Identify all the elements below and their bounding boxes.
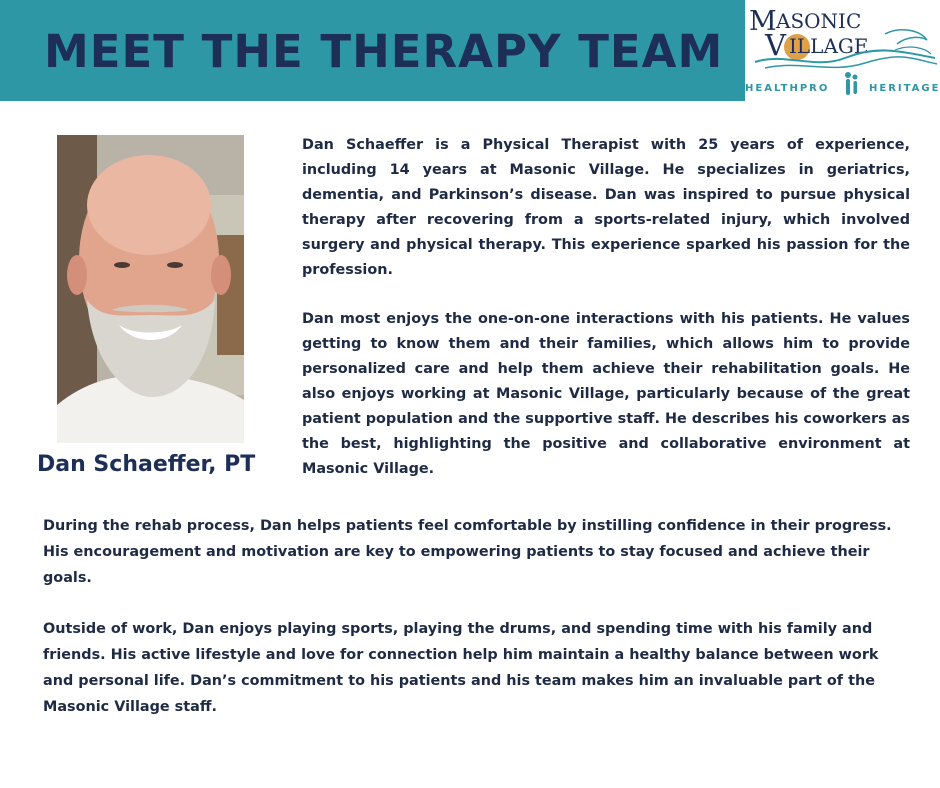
svg-text:V: V [765, 28, 786, 62]
bio-paragraph: Dan most enjoys the one-on-one interactions with his patients. He values getting to know them and their families, which allows him to provide personalized care and help them achieve their rehabilitation goals. He also enjoys working at Masonic Village, particularly because of the great patient population and the supportive staff. He describes his coworkers as the best, highlighting the positive and collaborative environment at Masonic Village. [302, 311, 910, 477]
logo-heritage: HERITAGE [869, 83, 940, 94]
masonic-village-logo [745, 0, 940, 101]
svg-text:M: M [749, 6, 777, 37]
svg-text:ILLAGE: ILLAGE [789, 34, 869, 58]
people-icon [845, 72, 858, 95]
svg-text:ASONIC: ASONIC [776, 9, 862, 33]
person-name: Dan Schaeffer, PT [37, 452, 256, 477]
bio-paragraph: During the rehab process, Dan helps patients feel comfortable by instilling confidence in their progress. His encouragement and motivation are key to empowering patients to stay focused and achieve their goals. [43, 518, 892, 586]
header-banner [0, 0, 745, 101]
bio-full-width [43, 514, 908, 747]
bio-paragraph: Dan Schaeffer is a Physical Therapist with 25 years of experience, including 14 years at Masonic Village. He specializes in geriatrics, dementia, and Parkinson’s disease. Dan was inspired to pursue physical therapy after recovering from a sports-related injury, which involved surgery and physical therapy. This experience sparked his passion for the profession. [302, 137, 910, 278]
logo-healthpro: HEALTHPRO [745, 83, 830, 94]
bio-right-column [302, 133, 910, 507]
bio-paragraph: Outside of work, Dan enjoys playing sports, playing the drums, and spending time with his family and friends. His active lifestyle and love for connection help him maintain a healthy balance between work and personal life. Dan’s commitment to his patients and his team makes him an invaluable part of the Masonic Village staff. [43, 621, 879, 715]
portrait-photo-icon [57, 135, 244, 443]
profile-photo [57, 135, 244, 443]
page-title: MEET THE THERAPY TEAM [44, 25, 724, 78]
